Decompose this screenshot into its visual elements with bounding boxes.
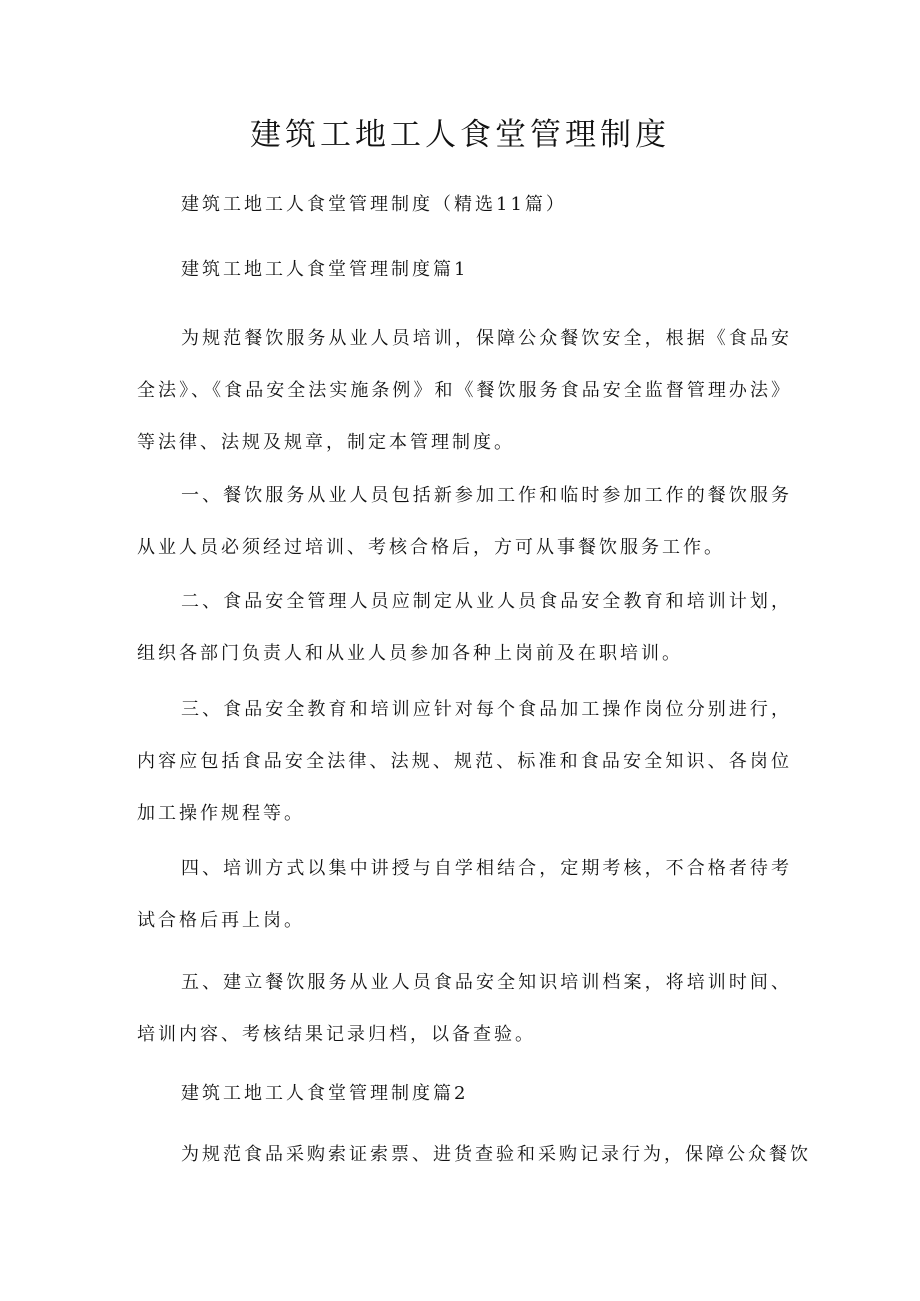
paragraph-intro: 为规范餐饮服务从业人员培训，保障公众餐饮安全，根据《食品安全法》、《食品安全法实施条例》和《餐饮服务食品安全监督管理办法》等法律、法规及规章，制定本管理制度。 xyxy=(137,328,792,453)
paragraph-item-1: 一、餐饮服务从业人员包括新参加工作和临时参加工作的餐饮服务从业人员必须经过培训、考核合格后，方可从事餐饮服务工作。 xyxy=(137,485,792,558)
section-heading-2: 建筑工地工人食堂管理制度篇2 xyxy=(181,1083,469,1104)
section-heading-1: 建筑工地工人食堂管理制度篇1 xyxy=(181,259,469,280)
document-subtitle: 建筑工地工人食堂管理制度（精选11篇） xyxy=(181,194,567,215)
paragraph-item-4: 四、培训方式以集中讲授与自学相结合，定期考核，不合格者待考试合格后再上岗。 xyxy=(137,858,792,931)
paragraph-section-2: 为规范食品采购索证索票、进货查验和采购记录行为，保障公众餐饮 xyxy=(181,1144,811,1165)
paragraph-item-3: 三、食品安全教育和培训应针对每个食品加工操作岗位分别进行，内容应包括食品安全法律、法规、规范、标准和食品安全知识、各岗位加工操作规程等。 xyxy=(137,699,792,824)
paragraph-item-2: 二、食品安全管理人员应制定从业人员食品安全教育和培训计划，组织各部门负责人和从业人员参加各种上岗前及在职培训。 xyxy=(137,591,792,664)
document-title: 建筑工地工人食堂管理制度 xyxy=(250,117,670,153)
paragraph-item-5: 五、建立餐饮服务从业人员食品安全知识培训档案，将培训时间、培训内容、考核结果记录归档，以备查验。 xyxy=(137,972,792,1045)
